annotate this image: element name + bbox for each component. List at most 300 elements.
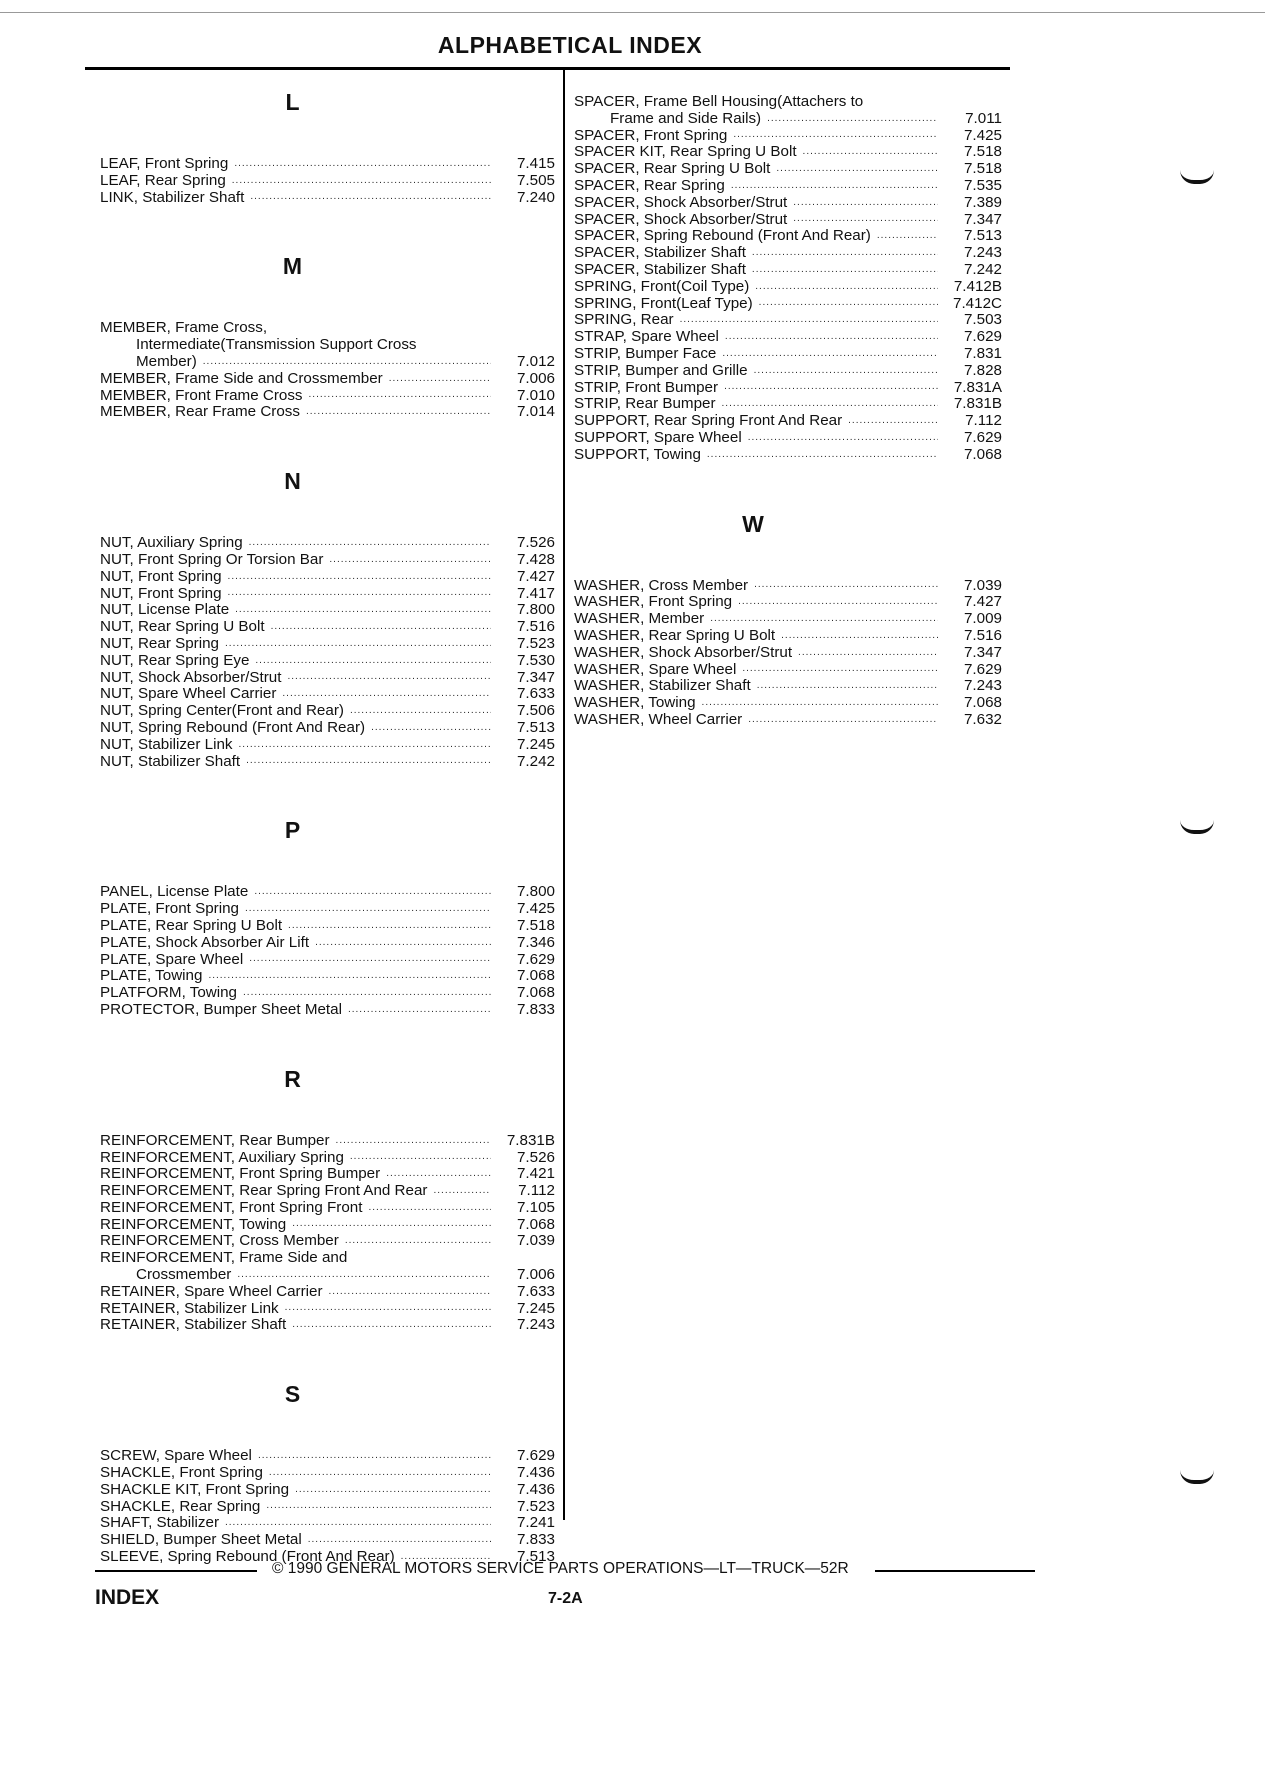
entry-page-ref: 7.415: [516, 155, 555, 172]
section-letter: L: [285, 89, 300, 115]
index-entry: [574, 195, 1002, 212]
leader-dots: [235, 604, 491, 616]
leader-dots: [306, 406, 491, 418]
index-entry: [100, 1448, 555, 1465]
index-entry: [574, 228, 1002, 245]
index-entry: [574, 413, 1002, 430]
leader-dots: [246, 755, 491, 767]
entry-page-ref: 7.629: [963, 428, 1002, 446]
index-entry: [574, 645, 1002, 662]
binder-hole-mark: [1180, 820, 1214, 834]
entry-name: MEMBER, Frame Cross,: [100, 319, 268, 337]
leader-dots: [254, 886, 491, 898]
leader-dots: [767, 113, 938, 125]
right-index-column: [574, 94, 1002, 775]
entry-name: PLATE, Towing: [100, 967, 203, 985]
entry-name: NUT, Spare Wheel Carrier: [100, 685, 277, 703]
index-entry: [100, 1002, 555, 1019]
entry-name: PLATE, Shock Absorber Air Lift: [100, 933, 310, 951]
entry-name: NUT, Front Spring: [100, 567, 222, 585]
entry-name: MEMBER, Rear Frame Cross: [100, 403, 300, 421]
index-entry: [574, 245, 1002, 262]
index-entry: [100, 1515, 555, 1532]
entry-page-ref: 7.006: [516, 1266, 555, 1284]
entry-page-ref: 7.241: [516, 1514, 555, 1532]
index-entry: [100, 619, 555, 636]
entry-page-ref: 7.518: [516, 916, 555, 934]
section-letter: W: [742, 510, 764, 537]
leader-dots: [793, 213, 938, 225]
leader-dots: [371, 722, 491, 734]
entry-page-ref: 7.346: [516, 933, 555, 951]
leader-dots: [234, 158, 491, 170]
index-entry: [100, 1133, 555, 1150]
entry-name: WASHER, Wheel Carrier: [574, 710, 743, 728]
entry-page-ref: 7.632: [963, 710, 1002, 728]
leader-dots: [742, 663, 938, 675]
index-entry: [574, 578, 1002, 595]
index-entry: [100, 1284, 555, 1301]
index-entry: [100, 901, 555, 918]
index-entry: [100, 156, 555, 173]
entry-page-ref: 7.068: [963, 445, 1002, 463]
entry-page-ref: 7.831: [963, 344, 1002, 362]
entry-page-ref: 7.526: [516, 1148, 555, 1166]
entry-name: SPACER, Frame Bell Housing(Attachers to: [574, 93, 864, 110]
entry-name: SPRING, Front(Coil Type): [574, 277, 750, 295]
entry-name: REINFORCEMENT, Towing: [100, 1215, 287, 1233]
entry-page-ref: 7.831B: [953, 395, 1002, 413]
entry-name: STRIP, Bumper Face: [574, 344, 717, 362]
entry-name: NUT, Rear Spring: [100, 634, 220, 652]
entry-page-ref: 7.831B: [506, 1131, 555, 1149]
leader-dots: [752, 264, 938, 276]
leader-dots: [309, 389, 491, 401]
index-entry: [100, 337, 555, 354]
entry-page-ref: 7.006: [516, 369, 555, 387]
leader-dots: [722, 398, 938, 410]
leader-dots: [776, 163, 938, 175]
column-divider: [563, 70, 565, 1520]
entry-page-ref: 7.516: [516, 618, 555, 636]
entry-name: REINFORCEMENT, Rear Spring Front And Rear: [100, 1182, 428, 1200]
entry-name: SPACER, Spring Rebound (Front And Rear): [574, 227, 871, 245]
index-entry: [574, 296, 1002, 313]
index-entry: [100, 918, 555, 935]
title-rule: [85, 67, 1010, 70]
leader-dots: [225, 1517, 491, 1529]
entry-page-ref: 7.436: [516, 1480, 555, 1498]
entry-name: NUT, Stabilizer Link: [100, 735, 233, 753]
index-entry: [100, 670, 555, 687]
leader-dots: [315, 937, 491, 949]
entry-page-ref: 7.105: [516, 1198, 555, 1216]
index-entry: [574, 178, 1002, 195]
entry-name: NUT, Stabilizer Shaft: [100, 752, 241, 770]
entry-page-ref: 7.243: [963, 677, 1002, 695]
index-entry: [100, 1250, 555, 1267]
leader-dots: [350, 705, 491, 717]
entry-name: LEAF, Rear Spring: [100, 171, 226, 189]
leader-dots: [754, 365, 938, 377]
leader-dots: [255, 655, 491, 667]
entry-name: SHACKLE, Rear Spring: [100, 1497, 261, 1515]
entry-page-ref: 7.240: [516, 188, 555, 206]
entry-page-ref: 7.629: [963, 328, 1002, 346]
entry-name: SHAFT, Stabilizer: [100, 1514, 219, 1532]
entry-page-ref: 7.425: [516, 900, 555, 918]
entry-name: WASHER, Rear Spring U Bolt: [574, 626, 776, 644]
entry-page-ref: 7.245: [516, 735, 555, 753]
leader-dots: [232, 175, 491, 187]
entry-page-ref: 7.010: [516, 386, 555, 404]
entry-name: WASHER, Towing: [574, 694, 696, 712]
leader-dots: [386, 1168, 491, 1180]
leader-dots: [748, 714, 938, 726]
entry-page-ref: 7.828: [963, 361, 1002, 379]
index-entry: [100, 754, 555, 771]
entry-page-ref: 7.068: [516, 1215, 555, 1233]
entry-page-ref: 7.436: [516, 1464, 555, 1482]
entry-page-ref: 7.633: [516, 685, 555, 703]
leader-dots: [757, 680, 938, 692]
leader-dots: [228, 571, 491, 583]
leader-dots: [748, 432, 938, 444]
leader-dots: [702, 697, 938, 709]
entry-name: PLATFORM, Towing: [100, 984, 238, 1002]
leader-dots: [755, 281, 938, 293]
entry-page-ref: 7.012: [516, 352, 555, 370]
entry-page-ref: 7.068: [516, 967, 555, 985]
entry-name: REINFORCEMENT, Rear Bumper: [100, 1131, 330, 1149]
entry-name: REINFORCEMENT, Front Spring Front: [100, 1198, 363, 1216]
entry-name: SUPPORT, Spare Wheel: [574, 428, 742, 446]
index-entry: [100, 884, 555, 901]
index-entry: [574, 111, 1002, 128]
index-entry: [100, 1217, 555, 1234]
entry-name: SHACKLE, Front Spring: [100, 1464, 263, 1482]
index-entry: [100, 737, 555, 754]
index-entry: [574, 695, 1002, 712]
entry-name: WASHER, Spare Wheel: [574, 660, 737, 678]
leader-dots: [329, 1286, 491, 1298]
index-entry: [100, 1183, 555, 1200]
entry-name: LINK, Stabilizer Shaft: [100, 188, 245, 206]
entry-page-ref: 7.506: [516, 702, 555, 720]
entry-page-ref: 7.347: [963, 643, 1002, 661]
entry-name: RETAINER, Stabilizer Link: [100, 1299, 279, 1317]
entry-name: PLATE, Spare Wheel: [100, 950, 244, 968]
index-entry: [100, 952, 555, 969]
entry-page-ref: 7.421: [516, 1165, 555, 1183]
index-entry: [100, 653, 555, 670]
leader-dots: [285, 1302, 491, 1314]
index-entry: [100, 552, 555, 569]
leader-dots: [754, 579, 938, 591]
leader-dots: [848, 415, 938, 427]
entry-page-ref: 7.513: [516, 1548, 555, 1566]
leader-dots: [282, 688, 491, 700]
entry-name: NUT, Spring Rebound (Front And Rear): [100, 718, 366, 736]
index-entry: [574, 380, 1002, 397]
index-entry: [100, 1482, 555, 1499]
index-entry: [100, 354, 555, 371]
leader-dots: [781, 630, 938, 642]
index-entry: [574, 363, 1002, 380]
index-entry: [100, 569, 555, 586]
leader-dots: [249, 953, 491, 965]
binder-hole-mark: [1180, 170, 1214, 184]
entry-name: PLATE, Rear Spring U Bolt: [100, 916, 283, 934]
leader-dots: [433, 1185, 491, 1197]
entry-page-ref: 7.633: [516, 1282, 555, 1300]
entry-page-ref: 7.629: [963, 660, 1002, 678]
entry-page-ref: 7.831A: [953, 378, 1002, 396]
leader-dots: [368, 1202, 491, 1214]
entry-name: WASHER, Cross Member: [574, 576, 749, 594]
entry-page-ref: 7.523: [516, 634, 555, 652]
entry-page-ref: 7.503: [963, 311, 1002, 329]
entry-name: RETAINER, Spare Wheel Carrier: [100, 1282, 323, 1300]
entry-page-ref: 7.039: [516, 1232, 555, 1250]
entry-page-ref: 7.629: [516, 950, 555, 968]
entry-name: Frame and Side Rails): [610, 109, 762, 127]
index-entry: [574, 594, 1002, 611]
index-entry: [100, 686, 555, 703]
entry-page-ref: 7.417: [516, 584, 555, 602]
leader-dots: [245, 903, 491, 915]
entry-page-ref: 7.112: [518, 1182, 555, 1200]
entry-page-ref: 7.629: [516, 1447, 555, 1465]
entry-name: STRIP, Bumper and Grille: [574, 361, 748, 379]
leader-dots: [203, 356, 491, 368]
entry-page-ref: 7.833: [516, 1531, 555, 1549]
entry-name: LEAF, Front Spring: [100, 155, 229, 172]
entry-page-ref: 7.347: [516, 668, 555, 686]
left-index-column: [100, 88, 555, 1612]
entry-page-ref: 7.530: [516, 651, 555, 669]
leader-dots: [258, 1450, 491, 1462]
entry-page-ref: 7.800: [516, 883, 555, 901]
index-entry: [100, 636, 555, 653]
entry-name: STRAP, Spare Wheel: [574, 328, 719, 346]
leader-dots: [228, 587, 491, 599]
leader-dots: [243, 987, 491, 999]
index-entry: [100, 602, 555, 619]
index-entry: [574, 678, 1002, 695]
entry-page-ref: 7.425: [963, 126, 1002, 144]
index-entry: [100, 320, 555, 337]
entry-name: SPRING, Rear: [574, 311, 674, 329]
entry-page-ref: 7.518: [963, 160, 1002, 178]
entry-page-ref: 7.833: [516, 1000, 555, 1018]
leader-dots: [759, 297, 938, 309]
leader-dots: [336, 1135, 491, 1147]
index-entry: [100, 1317, 555, 1334]
entry-name: PROTECTOR, Bumper Sheet Metal: [100, 1000, 342, 1018]
index-entry: [100, 190, 555, 207]
leader-dots: [208, 970, 491, 982]
leader-dots: [287, 671, 491, 683]
entry-name: SUPPORT, Towing: [574, 445, 701, 463]
entry-name: SPACER, Stabilizer Shaft: [574, 260, 746, 278]
index-group: [100, 1380, 555, 1566]
entry-name: NUT, Front Spring Or Torsion Bar: [100, 550, 324, 568]
entry-page-ref: 7.039: [963, 576, 1002, 594]
leader-dots: [722, 348, 938, 360]
footer-section-label: INDEX: [95, 1586, 160, 1609]
index-entry: [100, 388, 555, 405]
index-entry: [100, 1301, 555, 1318]
entry-name: WASHER, Member: [574, 610, 705, 628]
index-entry: [574, 94, 1002, 111]
leader-dots: [350, 1151, 491, 1163]
leader-dots: [752, 247, 938, 259]
entry-name: SHACKLE KIT, Front Spring: [100, 1480, 290, 1498]
entry-name: PLATE, Front Spring: [100, 900, 239, 918]
entry-name: NUT, Front Spring: [100, 584, 222, 602]
index-group: [100, 816, 555, 1018]
leader-dots: [266, 1500, 491, 1512]
entry-name: NUT, License Plate: [100, 601, 230, 619]
leader-dots: [345, 1235, 491, 1247]
entry-name: SUPPORT, Rear Spring Front And Rear: [574, 412, 843, 430]
entry-name: SCREW, Spare Wheel: [100, 1447, 252, 1465]
entry-page-ref: 7.427: [963, 593, 1002, 611]
index-entry: [100, 935, 555, 952]
index-entry: [100, 1267, 555, 1284]
section-letter: S: [284, 1381, 301, 1408]
leader-dots: [731, 180, 938, 192]
index-entry: [574, 628, 1002, 645]
entry-name: SPACER, Rear Spring U Bolt: [574, 160, 771, 178]
leader-dots: [793, 197, 938, 209]
entry-name: SPACER KIT, Rear Spring U Bolt: [574, 143, 797, 161]
entry-page-ref: 7.011: [965, 109, 1002, 127]
entry-name: SPACER, Stabilizer Shaft: [574, 244, 746, 262]
entry-page-ref: 7.516: [963, 626, 1002, 644]
entry-name: SPACER, Rear Spring: [574, 176, 725, 194]
entry-name: Crossmember: [136, 1266, 232, 1284]
index-entry: [100, 371, 555, 388]
index-entry: [574, 262, 1002, 279]
index-group: [100, 252, 555, 421]
entry-page-ref: 7.518: [963, 143, 1002, 161]
entry-name: SPACER, Front Spring: [574, 126, 728, 144]
entry-name: WASHER, Stabilizer Shaft: [574, 677, 751, 695]
index-entry: [100, 1233, 555, 1250]
index-entry: [574, 447, 1002, 464]
entry-page-ref: 7.243: [516, 1316, 555, 1334]
section-letter: M: [282, 253, 303, 280]
entry-page-ref: 7.412B: [953, 277, 1002, 295]
entry-page-ref: 7.526: [516, 534, 555, 552]
entry-name: NUT, Rear Spring Eye: [100, 651, 250, 669]
entry-page-ref: 7.243: [963, 244, 1002, 262]
entry-page-ref: 7.523: [516, 1497, 555, 1515]
entry-page-ref: 7.068: [516, 984, 555, 1002]
index-entry: [574, 312, 1002, 329]
index-entry: [100, 703, 555, 720]
leader-dots: [707, 449, 938, 461]
leader-dots: [389, 373, 491, 385]
entry-name: Intermediate(Transmission Support Cross: [136, 336, 417, 354]
entry-page-ref: 7.535: [963, 176, 1002, 194]
index-entry: [100, 985, 555, 1002]
section-letter: R: [284, 1065, 301, 1092]
entry-page-ref: 7.412C: [953, 294, 1002, 312]
leader-dots: [348, 1004, 491, 1016]
entry-page-ref: 7.427: [516, 567, 555, 585]
index-entry: [100, 535, 555, 552]
leader-dots: [733, 129, 938, 141]
index-entry: [574, 712, 1002, 729]
index-entry: [100, 586, 555, 603]
index-entry: [100, 1200, 555, 1217]
leader-dots: [269, 1467, 491, 1479]
index-group: [574, 94, 1002, 464]
entry-page-ref: 7.112: [965, 412, 1002, 430]
index-entry: [574, 346, 1002, 363]
entry-name: SPACER, Shock Absorber/Strut: [574, 210, 788, 228]
leader-dots: [225, 638, 491, 650]
page-title: ALPHABETICAL INDEX: [437, 32, 703, 58]
entry-name: REINFORCEMENT, Frame Side and: [100, 1249, 348, 1267]
index-entry: [574, 329, 1002, 346]
footer-copyright: © 1990 GENERAL MOTORS SERVICE PARTS OPERATIONS—LT—TRUCK—52R: [272, 1560, 849, 1577]
entry-name: REINFORCEMENT, Front Spring Bumper: [100, 1165, 381, 1183]
entry-name: STRIP, Front Bumper: [574, 378, 719, 396]
entry-name: MEMBER, Front Frame Cross: [100, 386, 303, 404]
leader-dots: [877, 230, 938, 242]
entry-page-ref: 7.800: [516, 601, 555, 619]
entry-page-ref: 7.428: [516, 550, 555, 568]
entry-page-ref: 7.014: [516, 403, 555, 421]
entry-name: STRIP, Rear Bumper: [574, 395, 716, 413]
entry-name: NUT, Rear Spring U Bolt: [100, 618, 265, 636]
leader-dots: [724, 381, 938, 393]
entry-name: SPRING, Front(Leaf Type): [574, 294, 753, 312]
leader-dots: [249, 537, 491, 549]
index-group: [100, 1065, 555, 1335]
entry-name: SLEEVE, Spring Rebound (Front And Rear): [100, 1548, 395, 1566]
index-entry: [100, 1499, 555, 1516]
entry-page-ref: 7.245: [516, 1299, 555, 1317]
entry-name: REINFORCEMENT, Auxiliary Spring: [100, 1148, 344, 1166]
leader-dots: [798, 647, 938, 659]
leader-dots: [680, 314, 938, 326]
footer-rule-right: [875, 1570, 1035, 1572]
leader-dots: [738, 596, 938, 608]
entry-name: PANEL, License Plate: [100, 883, 249, 901]
leader-dots: [237, 1269, 491, 1281]
entry-page-ref: 7.009: [963, 610, 1002, 628]
footer-page-number: 7-2A: [548, 1590, 583, 1607]
index-entry: [574, 662, 1002, 679]
top-rule: [0, 12, 1265, 13]
entry-page-ref: 7.347: [963, 210, 1002, 228]
leader-dots: [292, 1218, 491, 1230]
leader-dots: [250, 191, 491, 203]
leader-dots: [271, 621, 491, 633]
entry-name: NUT, Shock Absorber/Strut: [100, 668, 282, 686]
leader-dots: [239, 739, 491, 751]
index-entry: [100, 1166, 555, 1183]
index-entry: [100, 404, 555, 421]
entry-name: WASHER, Shock Absorber/Strut: [574, 643, 793, 661]
entry-name: SHIELD, Bumper Sheet Metal: [100, 1531, 302, 1549]
entry-name: MEMBER, Frame Side and Crossmember: [100, 369, 383, 387]
